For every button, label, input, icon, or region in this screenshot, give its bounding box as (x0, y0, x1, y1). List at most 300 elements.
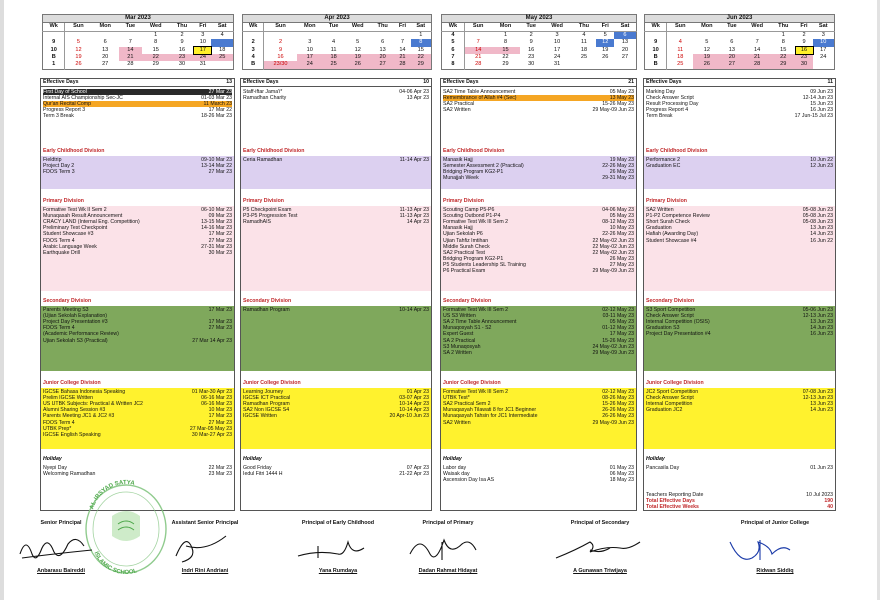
event-row (646, 331, 833, 337)
event-date: 22 May-02 Jun 23 (592, 243, 634, 250)
event-name: Teachers Reporting Date (646, 492, 704, 498)
event-row (646, 465, 833, 471)
division-title: Primary Division (243, 198, 284, 204)
event-name: Alumni Sharing Session #3 (43, 407, 106, 414)
handwritten-signature (162, 528, 248, 566)
calendar-day-cell: 8 (781, 39, 785, 46)
signatory-role: Principal of Junior College (740, 520, 810, 526)
calendar-day-cell: 18 (219, 46, 226, 53)
holiday-division-section (41, 455, 234, 477)
calendar-day-cell: 27 (721, 61, 744, 69)
calendar-day-cell: 25 (580, 54, 588, 61)
effective-days-label: Effective Days (243, 79, 279, 86)
event-date: 01 Mar-30 Apr 23 (191, 389, 232, 396)
event-name: Total Effective Days (646, 498, 695, 505)
event-date: 26 May 23 (609, 255, 634, 262)
calendar-day-cell: 18 (677, 54, 684, 61)
event-name: JC2 Sport Competition (646, 389, 699, 396)
calendar-day-header: Fri (796, 23, 813, 31)
holiday-division-section (441, 455, 636, 483)
event-name: First Day of School (43, 89, 87, 95)
event-date: 13 Apr 23 (406, 95, 429, 102)
event-name: Munaqasyah Tilawati 8 for JC1 Beginner (443, 407, 537, 414)
event-name: P5 Checkpoint Exam (243, 207, 292, 214)
event-date: 13 May 23 (609, 95, 634, 102)
calendar-day-header: Wed (142, 23, 170, 31)
calendar-week-number: 10 (645, 47, 667, 54)
calendar-day-cell (667, 31, 693, 39)
calendar-day-cell: 29 (771, 61, 795, 69)
calendar-day-cell: 15 (417, 46, 424, 53)
calendar-day-cell: 29 (502, 61, 509, 68)
calendar-day-header: Sat (211, 23, 233, 31)
event-date: 16 Jun 23 (810, 107, 833, 114)
event-name: Scouting Outbond P1-P4 (443, 213, 501, 220)
event-date: 01-12 May 23 (602, 325, 634, 332)
event-name: S3 Munaqosyah (443, 343, 481, 350)
calendar-day-cell (91, 31, 119, 39)
calendar-day-cell: 30 (178, 61, 186, 68)
event-date: 05 May 23 (609, 89, 634, 95)
calendar-day-cell: 13 (728, 46, 735, 53)
event-date: 27 Mar 23 (208, 89, 232, 95)
event-date: 10 Jul 2023 (806, 492, 833, 498)
event-name: Manasik Hajj (443, 225, 473, 232)
secondary-band (241, 306, 431, 371)
calendar-day-header: Wed (543, 23, 572, 31)
calendar-day-cell: 22 (502, 54, 509, 61)
event-date: 14-16 Mar 23 (201, 225, 232, 232)
signatory-role: Principal of Early Childhood (301, 520, 375, 526)
event-date: 19 May 23 (609, 157, 634, 164)
calendar-day-cell: 11 (677, 46, 684, 53)
event-date: 18-26 Mar 23 (201, 113, 232, 120)
calendar-day-cell: 26 (693, 61, 720, 69)
event-name: Formative Test Wk III Sem 2 (443, 389, 509, 396)
event-date: 30 Mar-27 Apr 23 (191, 431, 232, 438)
event-date: 03-11 May 23 (602, 313, 634, 320)
calendar-day-header: Sat (813, 23, 835, 31)
event-name: UTBK Prep* (43, 425, 72, 432)
calendar-day-cell: 4 (332, 39, 336, 46)
primary-division-section (441, 197, 636, 291)
event-date: 05-08 Jun 23 (802, 219, 833, 226)
calendar-day-cell: 14 (464, 47, 491, 54)
event-name: SA2 Time Table Announcement (443, 89, 516, 95)
event-name: Preliminary Test Checkpoint (43, 225, 108, 232)
event-date: 01 May 23 (609, 465, 634, 472)
calendar-day-cell: 5 (603, 31, 607, 38)
signatory-name: Dadan Rahmat Hidayat (418, 568, 478, 574)
junior-division-section (644, 379, 835, 449)
calendar-day-cell: 29 (411, 61, 432, 69)
calendar-day-cell: 5 (705, 39, 709, 46)
calendar-day-cell: 28 (743, 61, 771, 69)
calendar-day-cell: 17 (194, 47, 211, 54)
signature-block (402, 520, 494, 580)
division-title: Junior College Division (43, 380, 101, 386)
calendar-day-cell: 4 (220, 31, 224, 38)
event-name: Graduation S3 (646, 325, 680, 332)
event-name: Bridging Program KG2-P1 (443, 255, 504, 262)
calendar-day-cell: 20 (721, 54, 744, 61)
event-name: SA2 Practical (443, 101, 475, 108)
calendar-2 (441, 14, 637, 70)
event-name: Nyepi Day (43, 465, 67, 472)
calendar-day-cell: 24 (554, 54, 561, 61)
event-date: 12 Jun 23 (810, 163, 833, 170)
division-title: Early Childhood Division (646, 148, 708, 154)
primary-division-section (241, 197, 431, 291)
secondary-division-section (441, 297, 636, 371)
event-date: 02-12 May 23 (602, 307, 634, 314)
event-name: UTBK Test* (443, 395, 470, 402)
event-name: SA2 Practical Test (443, 249, 485, 256)
calendar-day-header: Wk (43, 23, 65, 31)
event-date: 22-26 May 23 (602, 231, 634, 238)
effective-days-count: 21 (628, 79, 634, 86)
division-title: Secondary Division (43, 298, 92, 304)
calendar-day-cell: 3 (308, 39, 312, 46)
event-name: Student Showcase #4 (646, 237, 697, 244)
calendar-day-header: Sat (614, 23, 637, 31)
effective-days-label: Effective Days (443, 79, 479, 86)
event-name: FDOS Term 4 (43, 237, 75, 244)
event-name: Learning Journey (243, 389, 284, 396)
calendar-day-cell: 28 (127, 61, 134, 68)
calendar-day-cell: 1 (154, 31, 158, 38)
event-name: SA2 Written (646, 207, 674, 214)
calendar-week-number (243, 31, 264, 39)
calendar-day-header: Sun (65, 23, 91, 31)
calendar-day-cell (571, 61, 596, 69)
calendar-day-cell: 23 (796, 54, 813, 61)
event-name: Semester Assessment 2 (Practical) (443, 163, 524, 170)
event-name: Short Surah Check (646, 219, 690, 226)
calendar-day-cell: 10 (199, 39, 206, 46)
calendar-day-cell: 3 (821, 31, 825, 38)
event-name: (Academic Performance Review) (43, 331, 119, 338)
calendar-day-cell: 23 (528, 54, 535, 61)
junior-division-section (41, 379, 234, 449)
event-date: 04-06 Apr 23 (399, 89, 429, 95)
calendar-day-cell: 18 (580, 46, 588, 53)
junior-division-section (241, 379, 431, 449)
event-row (646, 504, 833, 510)
signatory-role: Assistant Senior Principal (171, 520, 239, 526)
month-column-1 (240, 78, 432, 511)
stamp-bottom-text: ISLAMIC SCHOOL (92, 550, 138, 577)
event-date: 10 May 23 (609, 225, 634, 232)
calendar-day-header: Tue (721, 23, 744, 31)
calendar-day-cell: 16 (178, 46, 186, 53)
division-title: Holiday (243, 456, 262, 462)
calendar-day-header: Mon (491, 23, 519, 31)
signature-block (720, 520, 830, 580)
calendar-day-cell: 7 (128, 39, 132, 46)
handwritten-signature (402, 528, 494, 566)
calendar-day-cell: 25 (323, 61, 345, 69)
calendar-day-cell: 19 (344, 54, 371, 61)
calendar-day-header: Tue (520, 23, 543, 31)
event-name: Munaqasyah Tahsin for JC1 Intermediate (443, 413, 538, 420)
event-date: 10-14 Apr 23 (399, 407, 429, 414)
event-date: 26-26 May 23 (602, 413, 634, 420)
event-date: 05 May 23 (609, 213, 634, 220)
event-name: Parents Meeting S3 (43, 307, 89, 314)
event-date: 18 May 23 (609, 477, 634, 484)
event-name: IGCSE Bahasa Indonesia Speaking (43, 389, 126, 396)
event-date: 24 May-02 Jun 23 (592, 343, 634, 350)
year-totals (644, 492, 835, 510)
event-name: SA2 Practical Sem 2 (443, 401, 491, 408)
event-row (243, 95, 429, 101)
calendar-day-cell: 9 (278, 46, 283, 53)
signature-block (16, 520, 106, 580)
calendar-day-cell: 4 (678, 39, 682, 46)
division-title: Holiday (443, 456, 462, 462)
event-date: 29 May-09 Jun 23 (592, 107, 634, 114)
calendar-week-number (645, 31, 667, 39)
calendar-day-cell (211, 39, 233, 46)
calendar-day-cell: 23/30 (264, 61, 297, 69)
event-name: Internal Competition (OSIS) (646, 319, 710, 326)
calendar-day-cell: 26 (344, 61, 371, 69)
event-date: 16 Jun 22 (810, 237, 833, 244)
event-date: 09-10 Mar 23 (201, 157, 232, 164)
calendar-day-cell: 12 (354, 46, 361, 53)
calendar-day-header: Wk (243, 23, 264, 31)
event-row (646, 113, 833, 119)
calendar-day-cell (596, 61, 613, 69)
event-date: 13 Jun 23 (810, 319, 833, 326)
event-name: Ujian Sekolah S3 (Practical) (43, 337, 108, 344)
early-division-section (241, 147, 431, 189)
calendar-day-cell: 21 (394, 54, 410, 61)
effective-days-label: Effective Days (646, 79, 682, 86)
holiday-division-section (644, 455, 835, 471)
event-name: SA2 Written (443, 419, 471, 426)
calendar-day-cell: 2 (180, 31, 184, 38)
primary-division-section (644, 197, 835, 291)
event-name: Munaqosyah S1 - S2 (443, 325, 492, 332)
event-date: 17 Jun-15 Jul 23 (794, 113, 833, 120)
event-name: SA 2 Practical (443, 337, 476, 344)
stamp-top-text: AL-IRSYAD SATYA (89, 479, 136, 511)
event-row (243, 157, 429, 163)
calendar-day-cell: 25 (211, 54, 233, 61)
calendar-day-header: Wed (743, 23, 771, 31)
event-name: Project Day 2 (43, 163, 75, 170)
event-name: Term Break (646, 113, 673, 120)
calendar-day-cell: 9 (180, 39, 184, 46)
division-title: Junior College Division (243, 380, 301, 386)
calendar-day-cell: 24 (297, 61, 323, 69)
calendar-day-cell: 11 (330, 46, 337, 53)
calendar-day-header: Tue (323, 23, 345, 31)
event-date: 10-14 Apr 23 (399, 401, 429, 408)
division-title: Early Childhood Division (43, 148, 105, 154)
event-date: 27 May 23 (609, 261, 634, 268)
effective-days-count: 13 (226, 79, 232, 86)
event-name: Bridging Program KG2-P1 (443, 169, 504, 176)
calendar-day-cell (693, 31, 720, 39)
month-column-0 (40, 78, 235, 511)
division-title: Junior College Division (443, 380, 501, 386)
event-name: Earthquake Drill (43, 249, 80, 256)
calendar-day-header: Mon (693, 23, 720, 31)
calendar-3 (644, 14, 835, 70)
division-title: Early Childhood Division (243, 148, 305, 154)
event-name: Waisak day (443, 471, 470, 478)
calendar-day-cell: 1 (781, 31, 785, 38)
calendar-day-cell: 17 (820, 46, 827, 53)
calendar-day-cell: 7 (400, 39, 404, 46)
event-row (243, 413, 429, 419)
calendar-day-cell: 11 (581, 39, 587, 46)
calendar-day-cell: 19 (693, 54, 720, 61)
effective-days-header (441, 79, 636, 87)
calendar-day-cell: 10 (306, 46, 313, 53)
calendar-week-number (43, 31, 65, 39)
calendar-day-cell: 5 (356, 39, 360, 46)
event-row (646, 407, 833, 413)
calendar-day-cell: 21 (743, 54, 771, 61)
event-name: Ceria Ramadhan (243, 157, 283, 164)
event-date: 06-16 Mar 23 (201, 401, 232, 408)
event-date: 10 Jun 22 (810, 157, 833, 164)
calendar-day-cell: 24 (194, 54, 211, 61)
calendar-day-cell: 16 (796, 47, 813, 54)
event-name: Ramadhan Program (243, 307, 290, 314)
calendar-day-cell: 30 (528, 61, 535, 68)
event-name: Check Answer Script (646, 395, 694, 402)
event-row (443, 268, 634, 274)
event-date: 06-16 Mar 23 (201, 395, 232, 402)
effective-days-label: Effective Days (43, 79, 79, 86)
event-date: 11 March 23 (203, 101, 232, 108)
handwritten-signature (550, 528, 650, 566)
event-name: Progress Report 4 (646, 107, 689, 114)
event-name: Ujian Sekolah P6 (443, 231, 483, 238)
event-name: Formative Test Wk II Sem 2 (43, 207, 107, 214)
event-row (43, 169, 232, 175)
event-date: 10 Mar 23 (208, 407, 232, 414)
holiday-division-section (241, 455, 431, 477)
division-title: Holiday (646, 456, 665, 462)
event-date: 29 May-09 Jun 23 (592, 419, 634, 426)
event-name: Check Answer Script (646, 95, 694, 102)
calendar-day-cell (743, 31, 771, 39)
event-date: 15-26 May 23 (602, 401, 634, 408)
division-title: Secondary Division (646, 298, 695, 304)
event-name: Staff-iftar Jama'i* (243, 89, 283, 95)
event-date: 07 Apr 23 (406, 465, 429, 472)
event-name: US S3 Written (443, 313, 476, 320)
calendar-day-cell: 12 (596, 39, 613, 46)
calendar-day-header: Sun (264, 23, 297, 31)
signatory-name: Ridwan Siddiq (756, 568, 794, 574)
calendar-day-cell: 13 (102, 46, 109, 53)
event-date: 14 Jun 23 (810, 325, 833, 332)
calendar-day-header: Fri (394, 23, 410, 31)
event-date: 16 Jun 23 (810, 331, 833, 338)
event-date: 03-07 Apr 23 (399, 395, 429, 402)
event-date: 08-26 May 23 (602, 395, 634, 402)
event-date: 29 May-09 Jun 23 (592, 349, 634, 356)
general-events (644, 89, 835, 119)
effective-days-header (41, 79, 234, 87)
calendar-day-cell: 15 (491, 47, 519, 54)
calendar-day-cell: 22 (142, 54, 170, 61)
event-name: Result Processing Day (646, 101, 699, 108)
calendar-day-cell: 20 (621, 46, 629, 53)
event-row (443, 175, 634, 181)
signature-block (550, 520, 650, 580)
calendar-day-cell: 14 (754, 46, 761, 53)
event-row (646, 163, 833, 169)
division-title: Secondary Division (443, 298, 492, 304)
handwritten-signature (720, 528, 830, 566)
calendar-day-header: Wk (645, 23, 667, 31)
event-date: 05-06 Jun 23 (802, 307, 833, 314)
event-date: 27-31 Mar 23 (201, 243, 232, 250)
event-date: 09 Mar 23 (208, 213, 232, 220)
event-name: Performance 2 (646, 157, 681, 164)
event-row (443, 420, 634, 426)
event-date: 14 Jun 23 (810, 231, 833, 238)
event-name: IGCSE ICT Practical (243, 395, 291, 402)
event-name: Arabic Language Week (43, 243, 97, 250)
event-date: 14 Apr 23 (406, 219, 429, 226)
event-row (443, 350, 634, 356)
event-name: Good Friday (243, 465, 272, 472)
calendar-day-header: Thu (170, 23, 195, 31)
secondary-division-section (41, 297, 234, 371)
event-name: SA2 Written (443, 107, 471, 114)
signatory-name: Yana Rumdaya (318, 568, 358, 574)
signatory-role: Principal of Primary (422, 520, 474, 526)
calendar-day-header: Tue (119, 23, 142, 31)
calendar-day-cell: 26 (602, 54, 609, 61)
calendar-day-cell: 6 (381, 39, 385, 46)
calendar-day-cell (264, 31, 297, 39)
calendar-day-cell: 22 (411, 54, 432, 61)
general-events (241, 89, 431, 101)
effective-days-count: 11 (827, 79, 833, 86)
calendar-day-cell: 19 (75, 54, 82, 61)
event-name: IGCSE English Speaking (43, 431, 101, 438)
calendar-day-cell: 6 (730, 39, 734, 46)
event-date: 22 May-02 Jun 23 (592, 237, 634, 244)
calendar-day-cell: 8 (503, 39, 508, 46)
calendar-day-cell: 2 (278, 39, 283, 46)
event-name: SA 2 Written (443, 349, 472, 356)
event-row (443, 477, 634, 483)
calendar-week-number: 4 (442, 31, 465, 39)
secondary-division-section (644, 297, 835, 371)
calendar-day-cell: 18 (323, 54, 345, 61)
event-date: 08-12 May 23 (602, 219, 634, 226)
calendar-day-header: Sun (667, 23, 693, 31)
event-name: Parents Meeting JC1 & JC2 #3 (43, 413, 115, 420)
signatory-role: Senior Principal (40, 520, 82, 526)
calendar-day-cell: 10 (813, 39, 835, 46)
event-name: P5 Students Leadership SL Training (443, 261, 526, 268)
calendar-week-number: B (43, 54, 65, 61)
event-name: Munaqasah Result Announcement (43, 213, 123, 220)
event-name: Ascension Day Isa AS (443, 477, 495, 484)
